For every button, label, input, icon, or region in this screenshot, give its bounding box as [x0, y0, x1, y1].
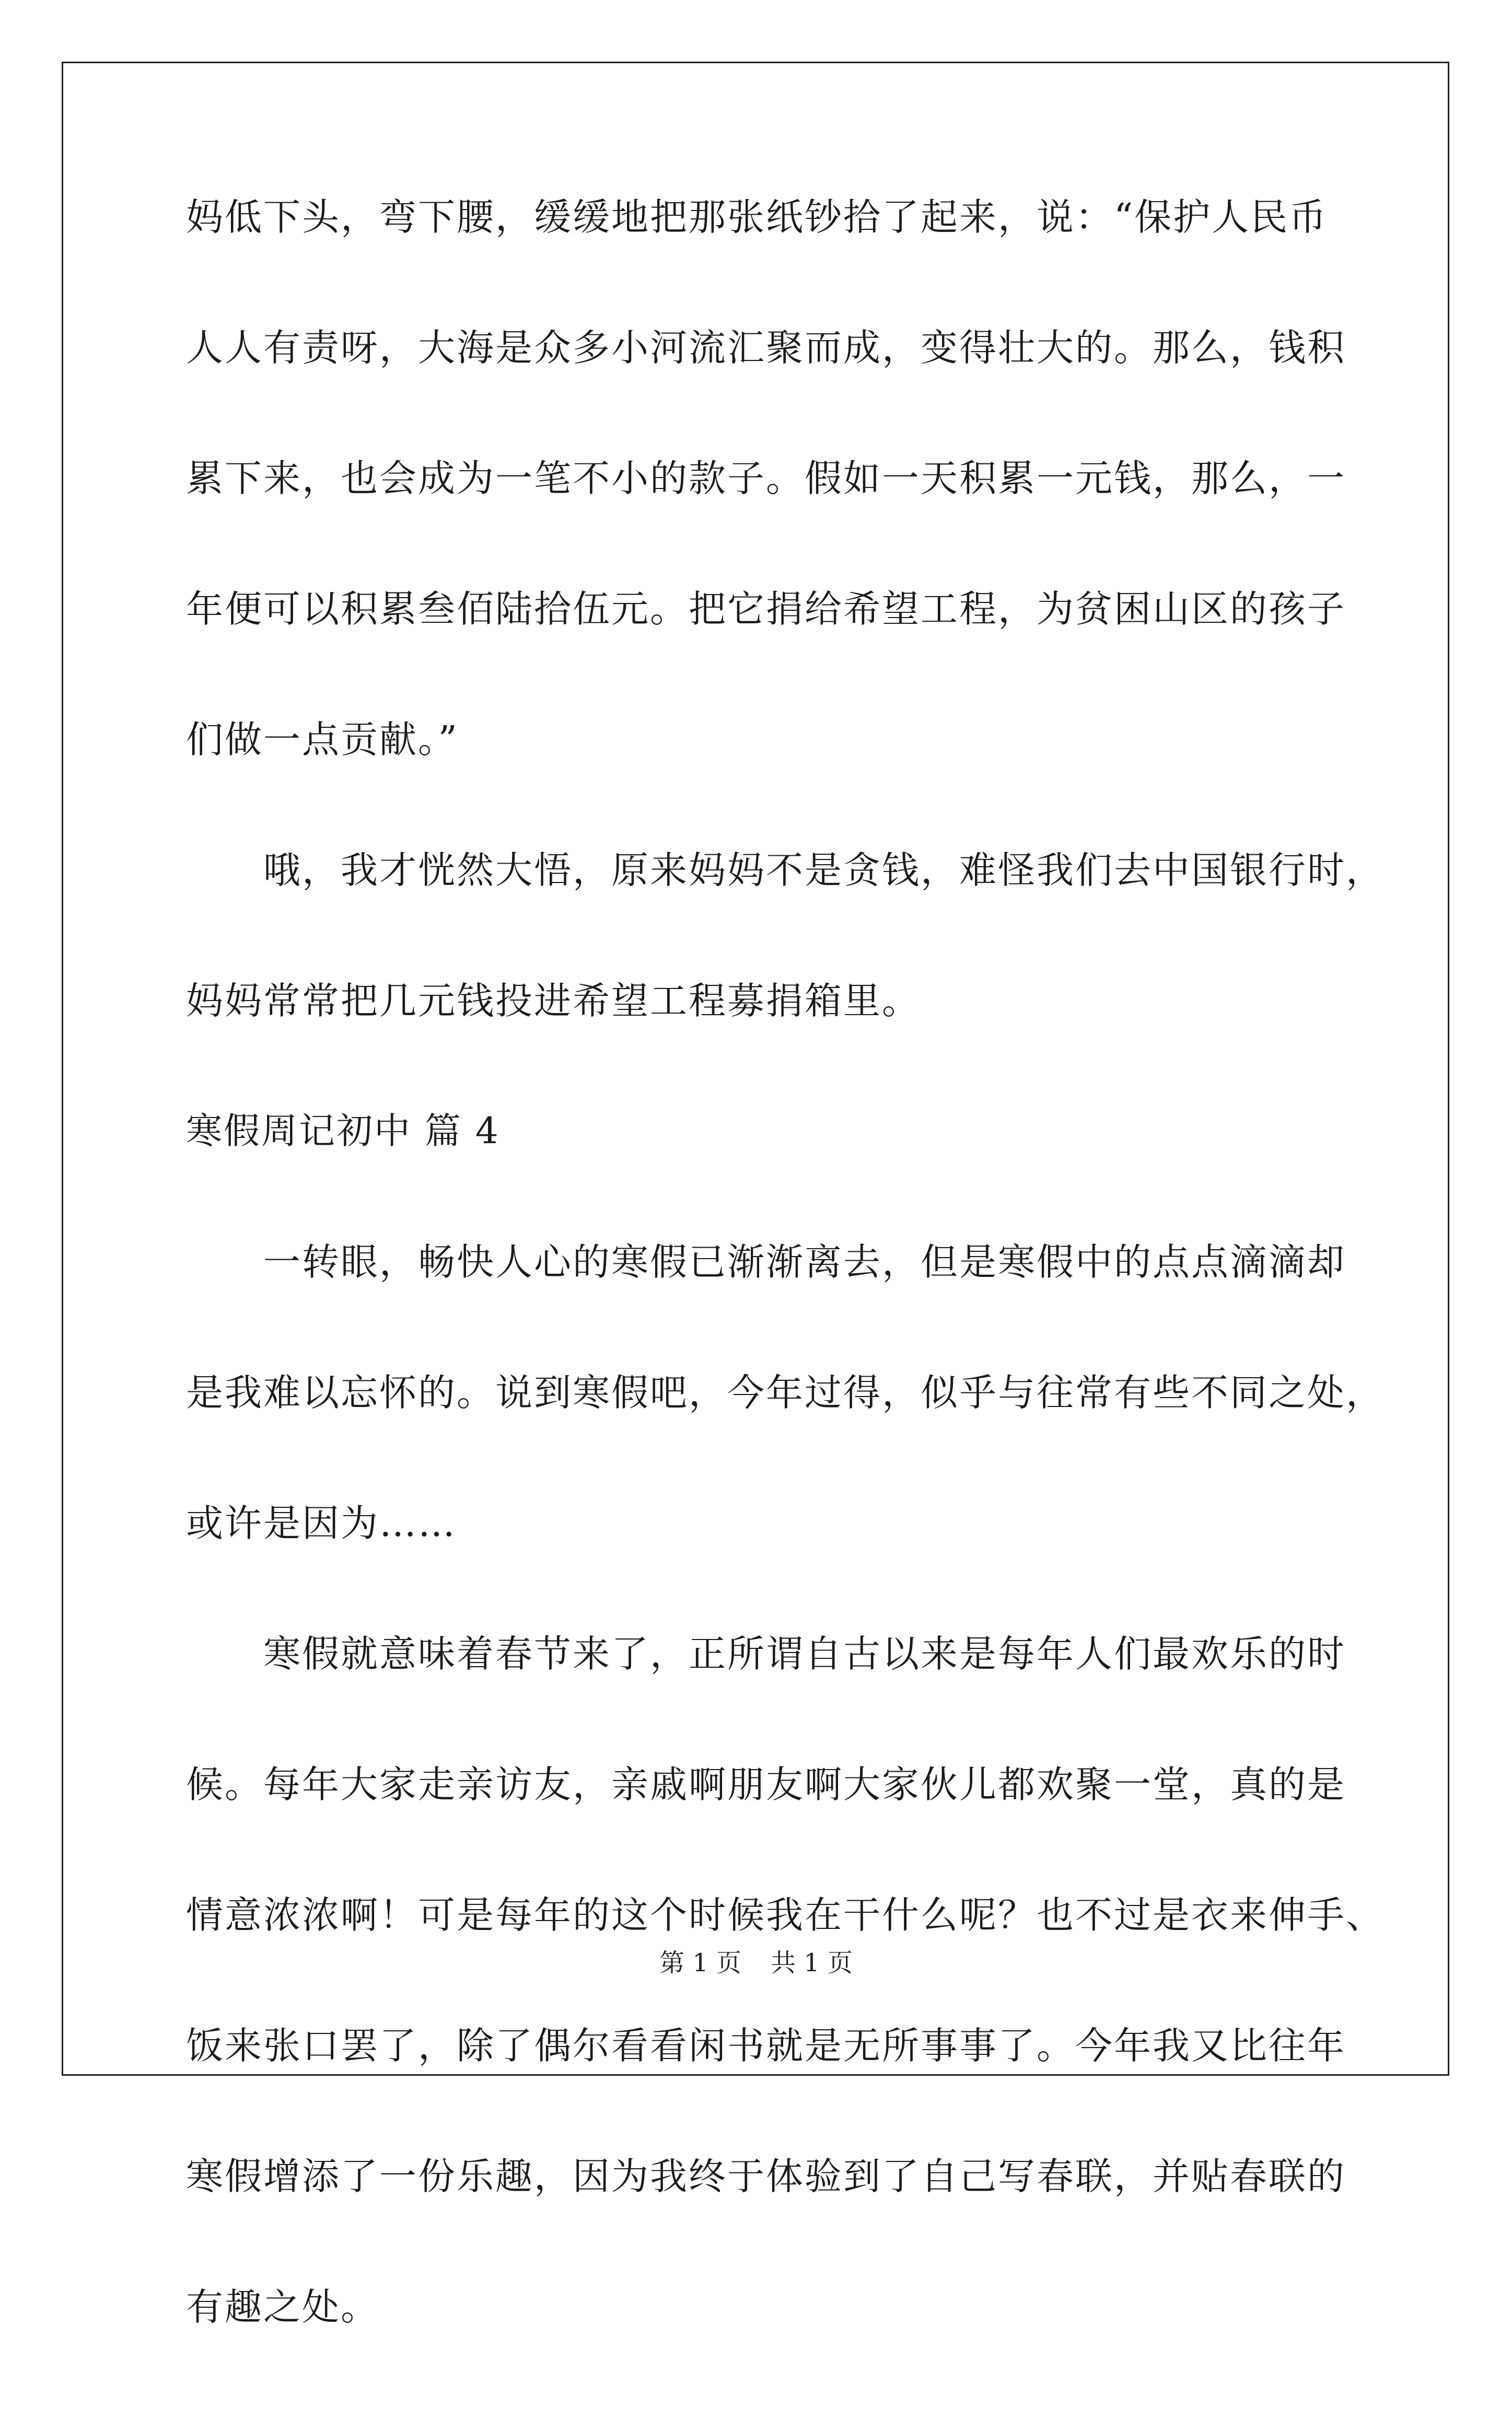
- text-line: 是我难以忘怀的。说到寒假吧，今年过得，似乎与往常有些不同之处，: [186, 1371, 1385, 1414]
- text-line: 或许是因为……: [186, 1502, 457, 1545]
- page-number: 第 1 页: [659, 1948, 741, 1978]
- text-line: 们做一点贡献。”: [186, 718, 459, 761]
- document-body: [186, 195, 1385, 2419]
- text-line: 有趣之处。: [186, 2285, 380, 2329]
- paragraph-first-line: 寒假就意味着春节来了，正所谓自古以来是每年人们最欢乐的时: [263, 1632, 1346, 1676]
- text-line: 累下来，也会成为一笔不小的款子。假如一天积累一元钱，那么，一: [186, 457, 1346, 500]
- text-line: 年便可以积累叁佰陆拾伍元。把它捐给希望工程，为贫困山区的孩子: [186, 587, 1346, 631]
- section-heading: 寒假周记初中 篇 4: [186, 1110, 500, 1152]
- page-footer: [0, 1943, 1512, 1979]
- page-total: 共 1 页: [771, 1948, 853, 1978]
- paragraph-first-line: 一转眼，畅快人心的寒假已渐渐离去，但是寒假中的点点滴滴却: [263, 1240, 1346, 1284]
- text-line: 饭来张口罢了，除了偶尔看看闲书就是无所事事了。今年我又比往年: [186, 2024, 1346, 2067]
- text-line: 妈妈常常把几元钱投进希望工程募捐箱里。: [186, 979, 921, 1022]
- paragraph-first-line: 哦，我才恍然大悟，原来妈妈不是贪钱，难怪我们去中国银行时，: [263, 848, 1385, 892]
- text-line: 妈低下头，弯下腰，缓缓地把那张纸钞拾了起来，说：“保护人民币: [186, 195, 1328, 239]
- text-line: 候。每年大家走亲访友，亲戚啊朋友啊大家伙儿都欢聚一堂，真的是: [186, 1763, 1346, 1806]
- text-line: 情意浓浓啊！可是每年的这个时候我在干什么呢？也不过是衣来伸手、: [186, 1893, 1385, 1937]
- text-line: 寒假增添了一份乐趣，因为我终于体验到了自己写春联，并贴春联的: [186, 2155, 1346, 2198]
- text-line: 人人有责呀，大海是众多小河流汇聚而成，变得壮大的。那么，钱积: [186, 326, 1346, 369]
